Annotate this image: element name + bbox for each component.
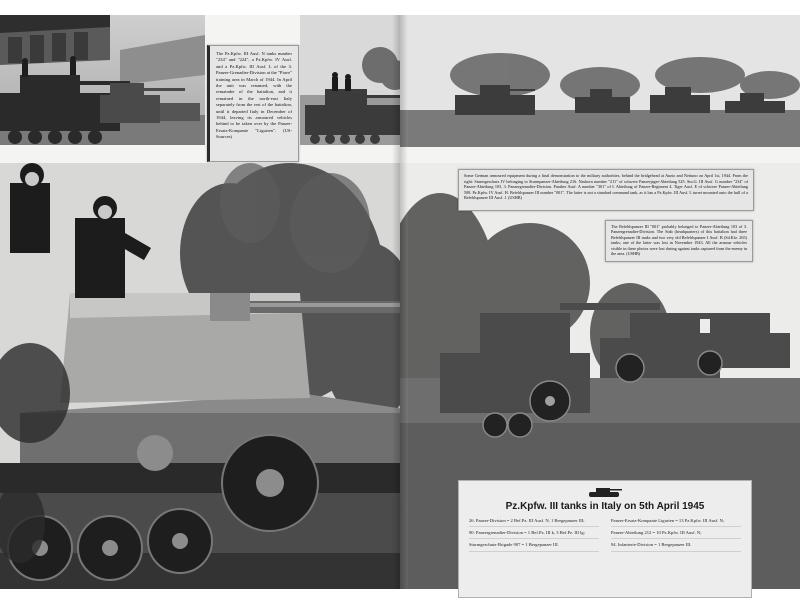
info-item: Panzer-Abteilung 212 = 10 Pz.Kpfw. III Ausf. N; xyxy=(611,530,741,539)
info-panel-tank-strength xyxy=(458,480,752,598)
caption-right-main xyxy=(458,169,754,211)
caption-right-second-text: The Befehlspanzer III "001" probably belonged to Panzer-Abteilung 103 of 3. Panzergrenadier-Division. The Stab (headquarters) of this battalion had three Befehlspanzer III tanks and two very old Befehlspanzer I Ausf. B (Sd.Kfz. 265) tanks; one of the latter was lost in November 1943. All the armour vehicles visible in these photos were lost during against tanks captured from the enemy in the area. (USHB) xyxy=(611,224,747,257)
caption-right-second xyxy=(605,220,753,262)
info-item: 26. Panzer-Division = 2 Bef.Pz. III Ausf. N, 1 Bergepanzer III; xyxy=(469,518,599,527)
info-item: Sturmgeschutz-Brigade 907 = 1 Bergepanzer III. xyxy=(469,542,599,551)
caption-top-left-text: The Pz.Kpfw. III Ausf. N tanks number "234" and "224", a Pz.Kpfw. IV Ausf. and a Pz.Kpfw. III Ausf. L of the 3. Panzer-Grenadier-Division at the "Piave" training area in March of 1944. In April the unit was renamed, with the remainder of the battalion, and it remained in the north-east Italy separately from the rest of the battalion, until it departed Italy in December of 1944, leaving its armoured vehicles behind to be taken over by the Panzer-Ersatz-Kompanie "Ligurien". (US-Sources) xyxy=(216,51,292,140)
info-item: Panzer-Ersatz-Kompanie Ligurien = 13 Pz.Kpfw. III Ausf. N; xyxy=(611,518,741,527)
tank-silhouette-icon xyxy=(587,485,623,499)
info-panel-left-column xyxy=(469,518,599,555)
photo-tank-road xyxy=(300,15,400,145)
caption-top-left xyxy=(207,45,299,162)
info-item: 94. Infanterie-Division = 1 Bergepanzer III. xyxy=(611,542,741,551)
left-page xyxy=(0,15,400,589)
photo-main-tank-camouflage xyxy=(0,163,400,589)
info-item: 90. Panzergrenadier-Division = 1 Bef.Pz. III k, 3 Bef.Pz. III lg; xyxy=(469,530,599,539)
photo-vehicle-lineup xyxy=(400,15,800,147)
photo-tanks-near-building xyxy=(0,15,205,145)
magazine-spread xyxy=(0,15,800,589)
info-panel-right-column xyxy=(611,518,741,555)
caption-right-main-text: Some German armoured equipment during a final demonstration to the military authorities, behind the bridgehead at Anzio and Nettuno on April 1st, 1944. From the right: Sturmgeschutz IV belonging to Sturmpanzer-Abteilung 216. Nashorn number "211" of schwere Panzerjager-Abteilung 525. Stu.G. III Ausf. G number "234" of Panzer-Abteilung 103, 3. Panzergrenadier-Division. Panther Ausf. A number "301" of I. Abteilung of Panzer-Regiment 4. Tiger Ausf. E of schwere Panzer-Abteilung 508. Pz.Kpfw. IV Ausf. H. Befehlspanzer III number "001". The latter is not a standard command tank, as it has a Pz.Kpfw. III Ausf. L turret mounted onto the hull of a Befehlspanzer III Ausf. J. (USHB) xyxy=(464,173,748,201)
info-panel-title: Pz.Kpfw. III tanks in Italy on 5th April 1945 xyxy=(505,501,705,512)
